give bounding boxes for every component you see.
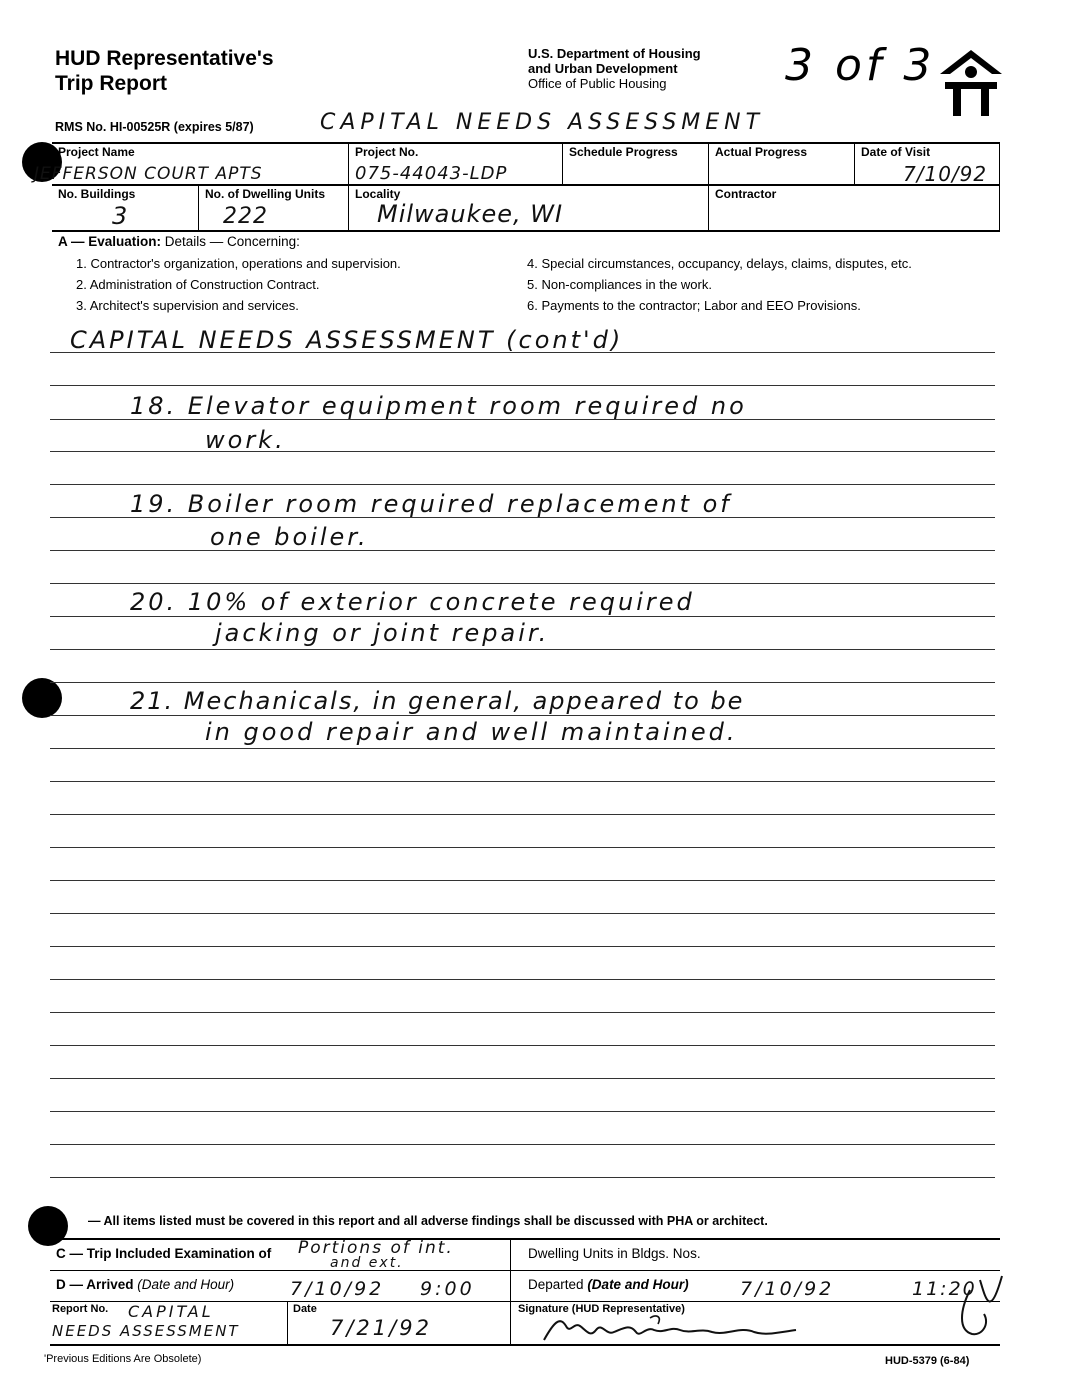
actual-progress-label: Actual Progress <box>715 145 808 159</box>
page-number: 3 of 3 <box>785 40 936 91</box>
initials-mark <box>950 1270 1010 1340</box>
hud-logo-icon <box>940 50 1002 116</box>
note-20-line1: 20. 10% of exterior concrete required <box>130 588 695 616</box>
dwelling-units-label: No. of Dwelling Units <box>205 187 325 201</box>
buildings-value: 3 <box>112 202 129 230</box>
criterion-item: 5. Non-compliances in the work. <box>527 277 712 292</box>
arrived-time: 9:00 <box>420 1278 475 1300</box>
criterion-item: 4. Special circumstances, occupancy, delays, claims, disputes, etc. <box>527 256 912 271</box>
rms-number: RMS No. HI-00525R (expires 5/87) <box>55 120 254 134</box>
agency-name: U.S. Department of Housing and Urban Development Office of Public Housing <box>528 46 701 91</box>
note-21-line1: 21. Mechanicals, in general, appeared to be <box>130 687 745 715</box>
punch-hole-middle <box>22 678 62 718</box>
criterion-item: 1. Contractor's organization, operations and supervision. <box>76 256 401 271</box>
bottom-rule-4 <box>50 1344 1000 1346</box>
locality-value: Milwaukee, WI <box>377 200 564 228</box>
signature-image <box>540 1312 800 1346</box>
project-no-label: Project No. <box>355 145 419 159</box>
signature-label: Signature (HUD Representative) <box>518 1303 685 1315</box>
report-no-value-1: CAPITAL <box>128 1302 214 1321</box>
criterion-item: 3. Architect's supervision and services. <box>76 298 299 313</box>
notes-heading: CAPITAL NEEDS ASSESSMENT (cont'd) <box>70 326 624 354</box>
d-label: D — Arrived (Date and Hour) <box>56 1277 235 1292</box>
punch-hole-bottom <box>28 1206 68 1246</box>
contractor-cell <box>708 184 1000 232</box>
locality-cell <box>348 184 708 232</box>
dwelling-units-cell <box>198 184 348 232</box>
date-of-visit-value: 7/10/92 <box>903 162 988 186</box>
arrived-date: 7/10/92 <box>290 1278 385 1300</box>
dwelling-units-bldgs-label: Dwelling Units in Bldgs. Nos. <box>528 1246 701 1261</box>
locality-label: Locality <box>355 187 401 201</box>
note-18-line1: 18. Elevator equipment room required no <box>130 392 747 420</box>
report-topic: CAPITAL NEEDS ASSESSMENT <box>320 110 765 135</box>
report-date-label: Date <box>293 1303 317 1315</box>
c-value-2: and ext. <box>330 1255 404 1271</box>
note-19-line1: 19. Boiler room required replacement of <box>130 490 732 518</box>
project-no-value: 075-44043-LDP <box>355 163 508 184</box>
schedule-progress-cell <box>562 142 708 186</box>
note-20-line2: jacking or joint repair. <box>215 619 550 647</box>
report-date-divider <box>287 1301 288 1344</box>
departed-time: 11:20 <box>912 1278 977 1300</box>
footer-obsolete-note: 'Previous Editions Are Obsolete) <box>44 1353 202 1365</box>
c-label: C — Trip Included Examination of <box>56 1246 272 1261</box>
b-instruction: — All items listed must be covered in this report and all adverse findings shall be discussed with PHA or architect. <box>88 1214 768 1228</box>
project-name-cell <box>34 142 348 186</box>
form-number: HUD-5379 (6-84) <box>885 1355 970 1367</box>
evaluation-criteria-left <box>76 253 401 316</box>
dwelling-units-value: 222 <box>223 204 268 229</box>
note-19-line2: one boiler. <box>210 523 369 551</box>
evaluation-heading: A — Evaluation: Details — Concerning: <box>58 234 300 249</box>
evaluation-criteria-right <box>527 253 912 316</box>
date-of-visit-label: Date of Visit <box>861 145 931 159</box>
project-no-cell <box>348 142 562 186</box>
departed-date: 7/10/92 <box>740 1278 835 1300</box>
project-name-label: Project Name <box>58 145 135 159</box>
bottom-divider-vertical <box>510 1238 511 1344</box>
report-date-value: 7/21/92 <box>330 1316 432 1340</box>
criterion-item: 6. Payments to the contractor; Labor and EEO Provisions. <box>527 298 861 313</box>
project-name-value: JEFFERSON COURT APTS <box>34 164 263 184</box>
buildings-label: No. Buildings <box>58 187 136 201</box>
contractor-label: Contractor <box>715 187 777 201</box>
c-value-1: Portions of int. <box>298 1238 454 1258</box>
bottom-rule-2 <box>50 1270 1000 1271</box>
date-of-visit-cell <box>854 142 1000 186</box>
form-title: HUD Representative's Trip Report <box>55 47 274 95</box>
report-no-value-2: NEEDS ASSESSMENT <box>52 1322 240 1340</box>
note-21-line2: in good repair and well maintained. <box>205 718 738 746</box>
bottom-rule-1 <box>50 1238 1000 1240</box>
project-info-grid <box>34 142 1000 232</box>
departed-label: Departed (Date and Hour) <box>528 1277 689 1292</box>
schedule-progress-label: Schedule Progress <box>569 145 678 159</box>
criterion-item: 2. Administration of Construction Contract. <box>76 277 320 292</box>
note-18-line2: work. <box>205 426 286 454</box>
report-no-label: Report No. <box>52 1303 109 1315</box>
buildings-cell <box>52 184 198 232</box>
